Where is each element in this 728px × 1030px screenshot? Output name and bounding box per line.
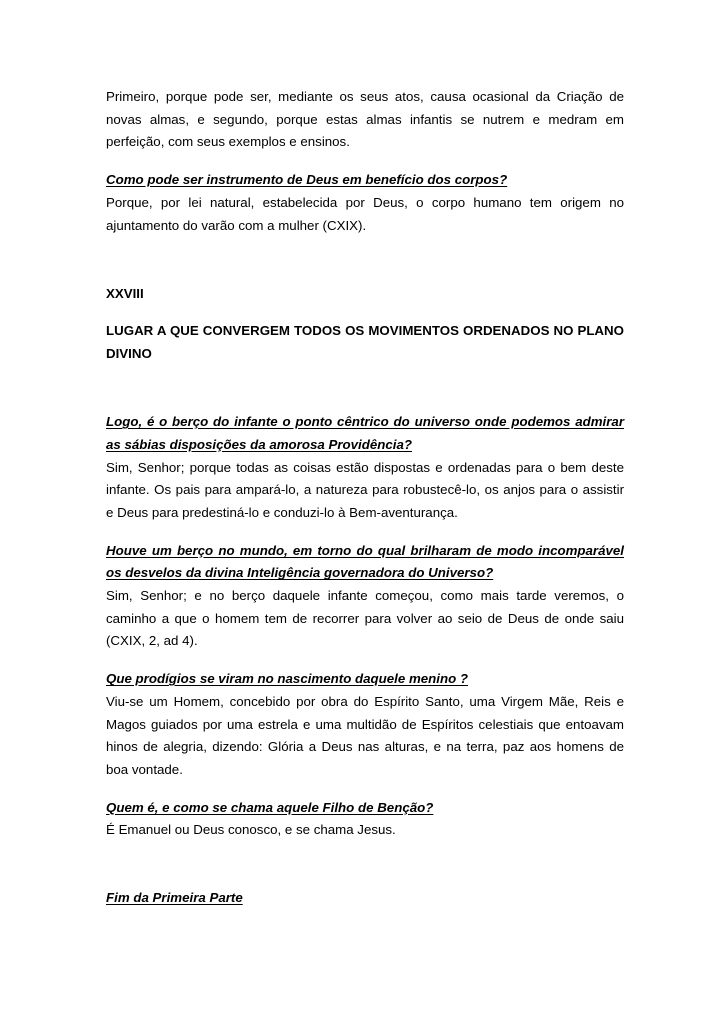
answer-berco: Sim, Senhor; porque todas as coisas estão dispostas e ordenadas para o bem deste infante. Os pais para ampará-lo, a natureza para robustecê-lo, os anjos para o assistir e Deus para predestiná-lo e conduzi-lo à Bem-aventurança. bbox=[106, 459, 624, 520]
spacer bbox=[106, 366, 624, 411]
chapter-title: LUGAR A QUE CONVERGEM TODOS OS MOVIMENTOS ORDENADOS NO PLANO DIVINO bbox=[106, 323, 624, 362]
question-berco: Logo, é o berço do infante o ponto cêntrico do universo onde podemos admirar as sábias disposições da amorosa Providência? bbox=[106, 414, 624, 452]
spacer bbox=[106, 782, 624, 797]
answer-instrumento: Porque, por lei natural, estabelecida por Deus, o corpo humano tem origem no ajuntamento do varão com a mulher (CXIX). bbox=[106, 194, 624, 233]
spacer bbox=[106, 305, 624, 320]
question-instrumento: Como pode ser instrumento de Deus em benefício dos corpos? bbox=[106, 172, 508, 188]
question-quem: Quem é, e como se chama aquele Filho de Benção? bbox=[106, 799, 434, 815]
answer-houve: Sim, Senhor; e no berço daquele infante começou, como mais tarde veremos, o caminho a que o homem tem de recorrer para volver ao seio de Deus de onde saiu (CXIX, 2, ad 4). bbox=[106, 588, 624, 649]
spacer bbox=[106, 525, 624, 540]
spacer bbox=[106, 842, 624, 887]
answer-quem: É Emanuel ou Deus conosco, e se chama Jesus. bbox=[106, 822, 396, 838]
question-prodigios: Que prodígios se viram no nascimento daquele menino ? bbox=[106, 671, 469, 687]
spacer bbox=[106, 653, 624, 668]
chapter-number: XXVIII bbox=[106, 285, 144, 301]
spacer bbox=[106, 237, 624, 282]
document-page bbox=[106, 86, 624, 910]
spacer bbox=[106, 154, 624, 169]
intro-answer: Primeiro, porque pode ser, mediante os seus atos, causa ocasional da Criação de novas almas, e segundo, porque estas almas infantis se nutrem e medram em perfeição, com seus exemplos e ensinos. bbox=[106, 89, 624, 150]
question-houve: Houve um berço no mundo, em torno do qual brilharam de modo incomparável os desvelos da divina Inteligência governadora do Universo? bbox=[106, 542, 624, 581]
closing-line: Fim da Primeira Parte bbox=[106, 890, 243, 906]
answer-prodigios: Viu-se um Homem, concebido por obra do Espírito Santo, uma Virgem Mãe, Reis e Magos guiados por uma estrela e uma multidão de Espíritos celestiais que entoavam hinos de alegria, dizendo: Glória a Deus nas alturas, e na terra, paz aos homens de boa vontade. bbox=[106, 693, 624, 777]
